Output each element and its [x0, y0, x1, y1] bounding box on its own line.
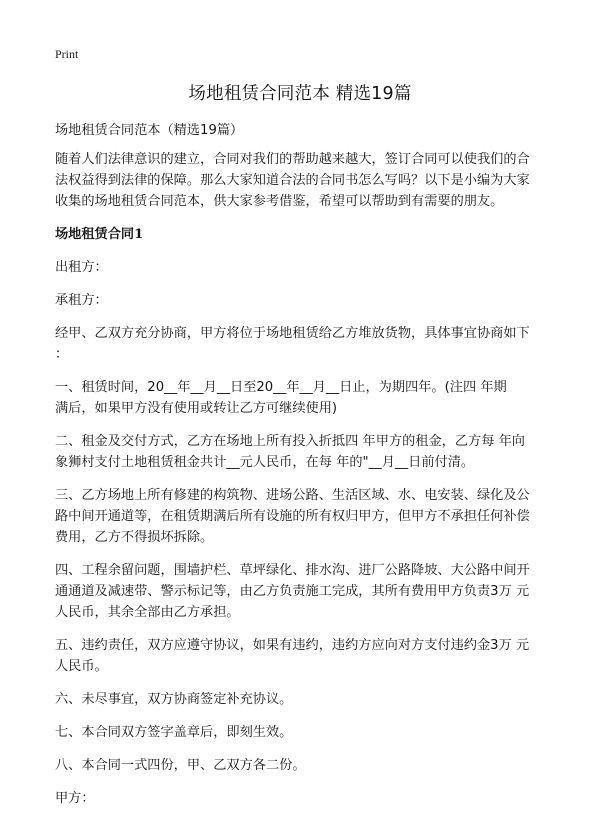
- clause-line: 人民币。: [55, 659, 108, 674]
- lessee-field: 承租方：: [55, 293, 108, 308]
- clause-line: 八、本合同一式四份，甲、乙双方各二份。: [55, 758, 306, 773]
- preamble-paragraph: [55, 323, 555, 365]
- clause-line: 费用，乙方不得损坏拆除。: [55, 530, 214, 545]
- print-label[interactable]: Print: [55, 47, 79, 61]
- clause-line: 通通道及减速带、警示标记等，由乙方负责施工完成，其所有费用甲方负责3万 元: [55, 584, 530, 599]
- clause-line: 五、违约责任，双方应遵守协议，如果有违约，违约方应向对方支付违约金3万 元: [55, 638, 530, 653]
- preamble-line: 经甲、乙双方充分协商，甲方将位于场地租赁给乙方堆放货物，具体事宜协商如下: [55, 326, 530, 341]
- clause-line: 一、租赁时间，20__年__月__日至20__年__月__日止，为期四年。(注四 年期: [55, 380, 507, 395]
- clause-1: [55, 377, 555, 419]
- clause-line: 三、乙方场地上所有修建的构筑物、进场公路、生活区域、水、电安装、绿化及公: [55, 488, 530, 503]
- lessor-field: 出租方：: [55, 260, 108, 275]
- intro-line: 法权益得到法律的保障。那么大家知道合法的合同书怎么写吗？以下是小编为大家: [55, 173, 530, 188]
- clause-line: 四、工程余留问题，围墙护栏、草坪绿化、排水沟、进厂公路降坡、大公路中间开: [55, 563, 530, 578]
- clause-line: 路中间开通道等，在租赁期满后所有设施的所有权归甲方，但甲方不承担任何补偿: [55, 509, 530, 524]
- clause-line: 象狮村支付土地租赁租金共计__元人民币，在每 年的"__月__日前付清。: [55, 455, 475, 470]
- party-a-signature: 甲方：: [55, 791, 95, 806]
- clause-6: [55, 689, 555, 710]
- clause-line: 七、本合同双方签字盖章后，即刻生效。: [55, 725, 293, 740]
- intro-line: 收集的场地租赁合同范本，供大家参考借鉴，希望可以帮助到有需要的朋友。: [55, 194, 504, 209]
- clause-4: [55, 560, 555, 623]
- document-body: [55, 120, 555, 821]
- preamble-line: ：: [55, 347, 69, 362]
- clause-3: [55, 485, 555, 548]
- clause-2: [55, 431, 555, 473]
- clause-5: [55, 635, 555, 677]
- section-heading: 场地租赁合同1: [55, 227, 144, 242]
- clause-line: 满后，如果甲方没有使用或转让乙方可继续使用): [55, 401, 338, 416]
- clause-line: 六、未尽事宜，双方协商签定补充协议。: [55, 692, 293, 707]
- clause-7: [55, 722, 555, 743]
- clause-line: 二、租金及交付方式，乙方在场地上所有投入折抵四 年甲方的租金，乙方每 年向: [55, 434, 525, 449]
- clause-8: [55, 755, 555, 776]
- document-title: 场地租赁合同范本 精选19篇: [188, 84, 412, 104]
- intro-paragraph: [55, 149, 555, 212]
- intro-line: 随着人们法律意识的建立，合同对我们的帮助越来越大，签订合同可以使我们的合: [55, 152, 530, 167]
- clause-line: 人民币，其余全部由乙方承担。: [55, 605, 240, 620]
- document-subtitle: 场地租赁合同范本（精选19篇）: [55, 123, 244, 138]
